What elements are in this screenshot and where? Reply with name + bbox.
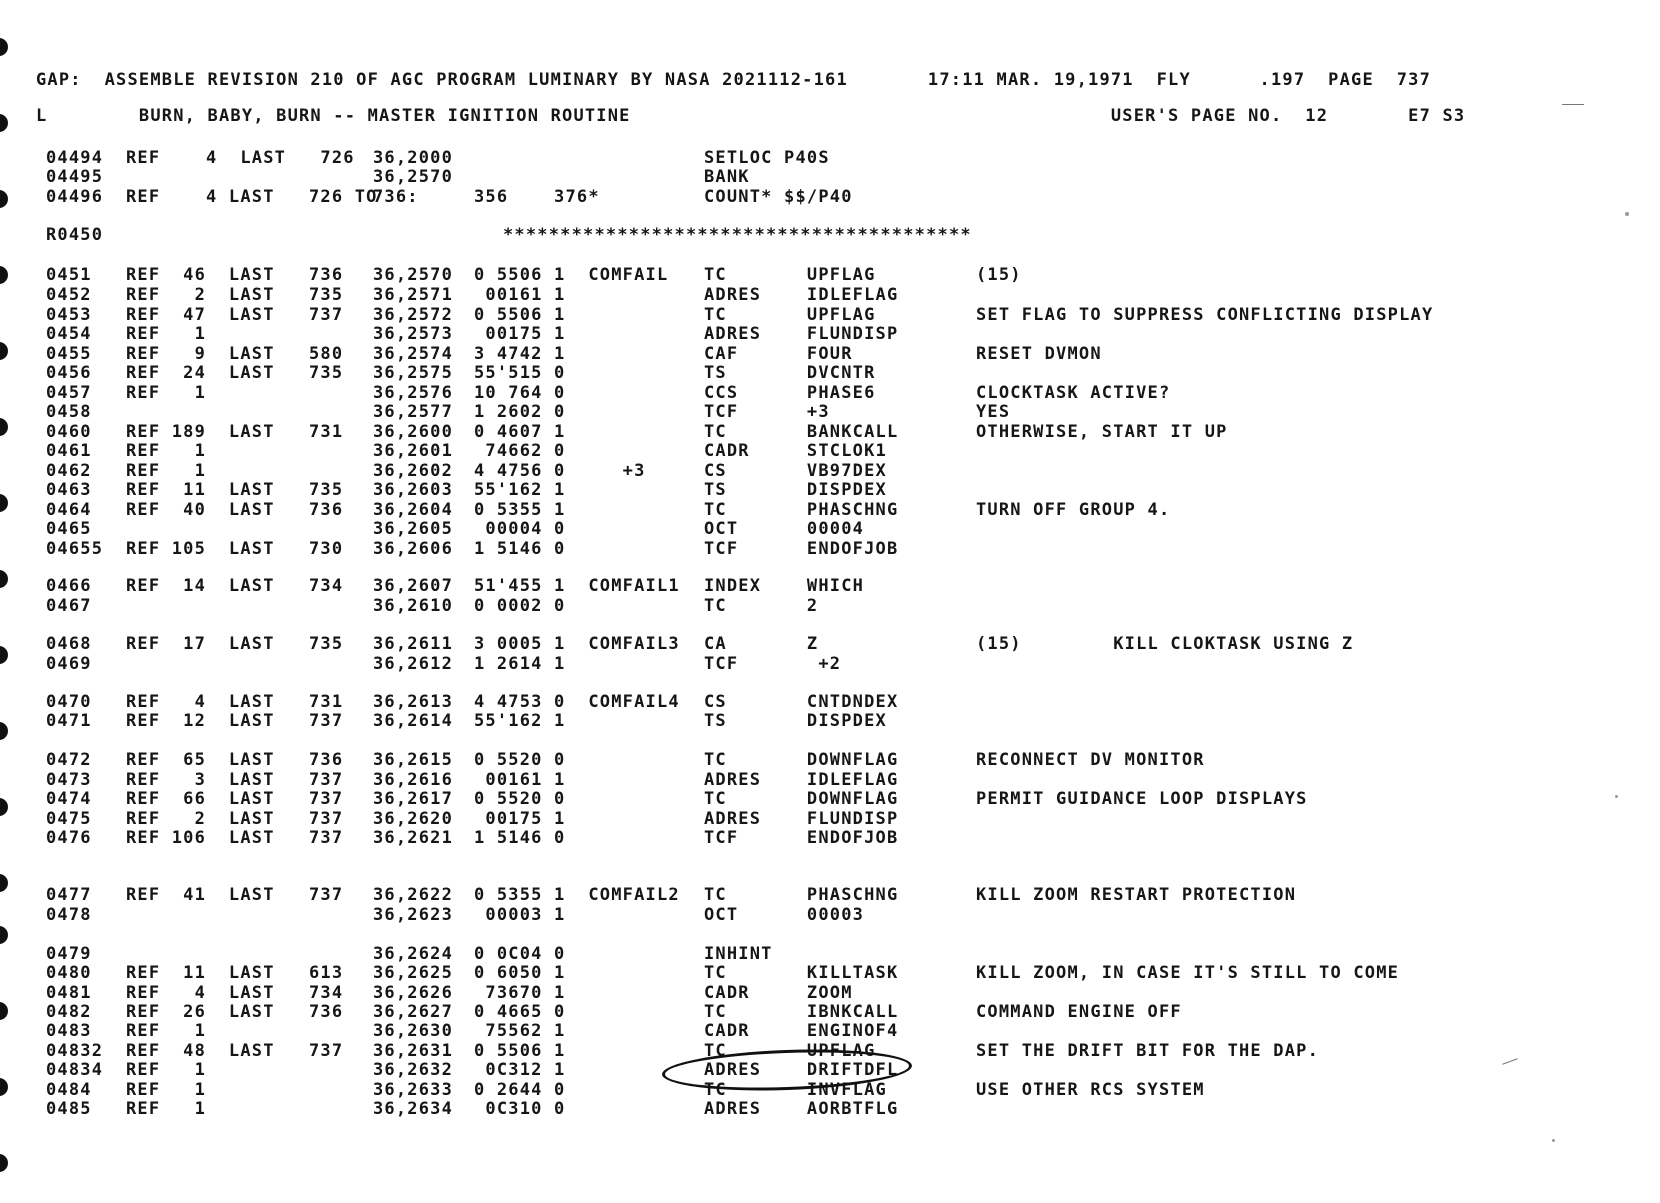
listing-c2-cell: REF 1 [126, 441, 207, 461]
listing-c3-cell: 36,2572 [373, 305, 454, 325]
listing-c3-cell: 36,2571 [373, 285, 454, 305]
listing-c5-cell: BANK [704, 167, 750, 187]
listing-c1-cell: 0455 [46, 344, 92, 364]
listing-c4-cell: 55'162 1 [474, 480, 566, 500]
listing-c2-cell: REF 40 LAST 736 [126, 500, 344, 520]
listing-c3-cell: 36,2616 [373, 770, 454, 790]
punch-hole [0, 342, 8, 360]
separator-stars: ***************************************** [503, 225, 972, 245]
punch-hole [0, 494, 8, 512]
listing-c4-cell: 0 2644 0 [474, 1080, 566, 1100]
listing-c3-cell: 36,2600 [373, 422, 454, 442]
listing-c5-cell: CADR ENGINOF4 [704, 1021, 899, 1041]
listing-c4-cell: 0 6050 1 [474, 963, 566, 983]
listing-c5-cell: ADRES FLUNDISP [704, 324, 899, 344]
listing-c1-cell: 04494 [46, 148, 104, 168]
listing-c1-cell: 0456 [46, 363, 92, 383]
listing-c2-cell: REF 189 LAST 731 [126, 422, 344, 442]
listing-c2-cell: REF 4 LAST 726 TO [126, 187, 378, 207]
listing-c5-cell: CS VB97DEX [704, 461, 887, 481]
listing-c1-cell: 04496 [46, 187, 104, 207]
listing-c2-cell: REF 2 LAST 737 [126, 809, 344, 829]
listing-c6-cell: RECONNECT DV MONITOR [976, 750, 1205, 770]
listing-c2-cell: REF 47 LAST 737 [126, 305, 344, 325]
listing-c4-cell: 356 376* [474, 187, 600, 207]
listing-c3-cell: 36,2627 [373, 1002, 454, 1022]
punch-hole [0, 1154, 8, 1172]
listing-c5-cell: ADRES IDLEFLAG [704, 285, 899, 305]
punch-hole [0, 38, 8, 56]
listing-c3-cell: 736: [373, 187, 419, 207]
listing-c5-cell: TC DOWNFLAG [704, 789, 899, 809]
listing-c1-cell: 0478 [46, 905, 92, 925]
listing-c2-cell: REF 65 LAST 736 [126, 750, 344, 770]
listing-c5-cell: INHINT [704, 944, 773, 964]
listing-c2-cell: REF 1 [126, 1060, 207, 1080]
listing-c4-cell: 00003 1 [474, 905, 566, 925]
listing-c4-cell: 00161 1 [474, 285, 566, 305]
listing-c2-cell: REF 24 LAST 735 [126, 363, 344, 383]
listing-c2-cell: REF 4 LAST 731 [126, 692, 344, 712]
listing-c1-cell: 0470 [46, 692, 92, 712]
listing-c6-cell: SET FLAG TO SUPPRESS CONFLICTING DISPLAY [976, 305, 1434, 325]
listing-c3-cell: 36,2624 [373, 944, 454, 964]
listing-c3-cell: 36,2621 [373, 828, 454, 848]
listing-c1-cell: 0484 [46, 1080, 92, 1100]
listing-c5-cell: CADR ZOOM [704, 983, 853, 1003]
listing-c3-cell: 36,2630 [373, 1021, 454, 1041]
listing-c3-cell: 36,2613 [373, 692, 454, 712]
listing-c3-cell: 36,2575 [373, 363, 454, 383]
listing-c1-cell: 0481 [46, 983, 92, 1003]
listing-c4-cell: 1 2602 0 [474, 402, 566, 422]
listing-c4-cell: 0 0C04 0 [474, 944, 566, 964]
punch-hole [0, 722, 8, 740]
listing-c2-cell: REF 3 LAST 737 [126, 770, 344, 790]
listing-c2-cell: REF 66 LAST 737 [126, 789, 344, 809]
listing-c4-cell: 0 5520 0 [474, 789, 566, 809]
listing-c1-cell: 0471 [46, 711, 92, 731]
listing-c2-cell: REF 105 LAST 730 [126, 539, 344, 559]
listing-c1-cell: 0474 [46, 789, 92, 809]
listing-c1-cell: R0450 [46, 225, 104, 245]
punch-hole [0, 874, 8, 892]
listing-c6-cell: RESET DVMON [976, 344, 1102, 364]
listing-c4-cell: 55'162 1 [474, 711, 566, 731]
listing-c1-cell: 0468 [46, 634, 92, 654]
listing-c3-cell: 36,2573 [373, 324, 454, 344]
listing-c5-cell: CAF FOUR [704, 344, 853, 364]
listing-c3-cell: 36,2633 [373, 1080, 454, 1100]
scan-mark [1502, 1058, 1517, 1064]
listing-c1-cell: 0462 [46, 461, 92, 481]
listing-c5-cell: TCF +3 [704, 402, 830, 422]
listing-c2-cell: REF 1 [126, 1099, 207, 1119]
listing-c5-cell: TCF ENDOFJOB [704, 539, 899, 559]
listing-c4-cell: 1 2614 1 [474, 654, 566, 674]
listing-c2-cell: REF 26 LAST 736 [126, 1002, 344, 1022]
listing-c3-cell: 36,2625 [373, 963, 454, 983]
listing-c3-cell: 36,2611 [373, 634, 454, 654]
listing-c4-cell: 0 5506 1 COMFAIL [474, 265, 669, 285]
listing-c3-cell: 36,2620 [373, 809, 454, 829]
listing-c5-cell: CADR STCLOK1 [704, 441, 887, 461]
listing-c3-cell: 36,2614 [373, 711, 454, 731]
listing-c3-cell: 36,2612 [373, 654, 454, 674]
listing-c6-cell: OTHERWISE, START IT UP [976, 422, 1228, 442]
listing-c5-cell: TC UPFLAG [704, 305, 876, 325]
listing-c2-cell: REF 12 LAST 737 [126, 711, 344, 731]
listing-c1-cell: 0467 [46, 596, 92, 616]
punch-hole [0, 570, 8, 588]
listing-c4-cell: 00161 1 [474, 770, 566, 790]
listing-c4-cell: 3 0005 1 COMFAIL3 [474, 634, 680, 654]
listing-c5-cell: TCF ENDOFJOB [704, 828, 899, 848]
listing-c6-cell: TURN OFF GROUP 4. [976, 500, 1171, 520]
listing-c2-cell: REF 9 LAST 580 [126, 344, 344, 364]
listing-c3-cell: 36,2615 [373, 750, 454, 770]
listing-c5-cell: TC IBNKCALL [704, 1002, 899, 1022]
listing-c1-cell: 0479 [46, 944, 92, 964]
scan-speck [1615, 795, 1618, 798]
listing-c3-cell: 36,2576 [373, 383, 454, 403]
listing-c5-cell: TS DISPDEX [704, 711, 887, 731]
page-subheader: L BURN, BABY, BURN -- MASTER IGNITION ROUTINE USER'S PAGE NO. 12 E7 S3 [36, 106, 1466, 126]
punch-hole [0, 926, 8, 944]
listing-c1-cell: 0472 [46, 750, 92, 770]
listing-c5-cell: OCT 00003 [704, 905, 865, 925]
punch-hole [0, 418, 8, 436]
listing-c1-cell: 0476 [46, 828, 92, 848]
listing-c5-cell: COUNT* $$/P40 [704, 187, 853, 207]
listing-c3-cell: 36,2626 [373, 983, 454, 1003]
listing-c3-cell: 36,2610 [373, 596, 454, 616]
listing-c5-cell: TC INVFLAG [704, 1080, 887, 1100]
listing-c5-cell: ADRES AORBTFLG [704, 1099, 899, 1119]
listing-c2-cell: REF 46 LAST 736 [126, 265, 344, 285]
listing-c5-cell: TS DVCNTR [704, 363, 876, 383]
listing-c1-cell: 0451 [46, 265, 92, 285]
listing-c5-cell: ADRES IDLEFLAG [704, 770, 899, 790]
listing-c2-cell: REF 1 [126, 1080, 207, 1100]
listing-c2-cell: REF 1 [126, 324, 207, 344]
listing-c1-cell: 0458 [46, 402, 92, 422]
listing-c1-cell: 0480 [46, 963, 92, 983]
listing-c5-cell: TC KILLTASK [704, 963, 899, 983]
listing-c5-cell: TC UPFLAG [704, 1041, 876, 1061]
listing-c3-cell: 36,2607 [373, 576, 454, 596]
listing-c4-cell: 4 4753 0 COMFAIL4 [474, 692, 680, 712]
listing-c1-cell: 0461 [46, 441, 92, 461]
listing-c1-cell: 0485 [46, 1099, 92, 1119]
scan-mark [1562, 104, 1584, 105]
listing-c2-cell: REF 1 [126, 383, 207, 403]
listing-c3-cell: 36,2604 [373, 500, 454, 520]
listing-c1-cell: 0475 [46, 809, 92, 829]
listing-c5-cell: TC PHASCHNG [704, 500, 899, 520]
listing-c4-cell: 0 5506 1 [474, 1041, 566, 1061]
listing-c1-cell: 04832 [46, 1041, 104, 1061]
listing-c3-cell: 36,2622 [373, 885, 454, 905]
listing-c3-cell: 36,2601 [373, 441, 454, 461]
listing-c1-cell: 0469 [46, 654, 92, 674]
punch-hole [0, 798, 8, 816]
listing-c2-cell: REF 48 LAST 737 [126, 1041, 344, 1061]
listing-c5-cell: TC 2 [704, 596, 819, 616]
listing-c6-cell: SET THE DRIFT BIT FOR THE DAP. [976, 1041, 1320, 1061]
listing-c5-cell: TC UPFLAG [704, 265, 876, 285]
listing-c5-cell: ADRES DRIFTDFL [704, 1060, 899, 1080]
listing-c1-cell: 0453 [46, 305, 92, 325]
listing-c1-cell: 04834 [46, 1060, 104, 1080]
listing-c2-cell: REF 17 LAST 735 [126, 634, 344, 654]
listing-c3-cell: 36,2000 [373, 148, 454, 168]
listing-c1-cell: 0477 [46, 885, 92, 905]
listing-c2-cell: REF 41 LAST 737 [126, 885, 344, 905]
listing-c4-cell: 00175 1 [474, 809, 566, 829]
listing-c3-cell: 36,2570 [373, 167, 454, 187]
listing-c2-cell: REF 14 LAST 734 [126, 576, 344, 596]
listing-c2-cell: REF 11 LAST 613 [126, 963, 344, 983]
listing-c3-cell: 36,2603 [373, 480, 454, 500]
listing-c5-cell: TC BANKCALL [704, 422, 899, 442]
listing-c3-cell: 36,2631 [373, 1041, 454, 1061]
listing-header: GAP: ASSEMBLE REVISION 210 OF AGC PROGRAM LUMINARY BY NASA 2021112-161 17:11 MAR. 19,1971 FLY .197 PAGE 737 [36, 70, 1432, 90]
listing-c4-cell: 73670 1 [474, 983, 566, 1003]
listing-c5-cell: CS CNTDNDEX [704, 692, 899, 712]
listing-c5-cell: CA Z [704, 634, 819, 654]
listing-c1-cell: 0457 [46, 383, 92, 403]
listing-c1-cell: 0473 [46, 770, 92, 790]
listing-c5-cell: TCF +2 [704, 654, 842, 674]
listing-c3-cell: 36,2617 [373, 789, 454, 809]
listing-c3-cell: 36,2605 [373, 519, 454, 539]
listing-c3-cell: 36,2634 [373, 1099, 454, 1119]
punch-hole [0, 1002, 8, 1020]
listing-c6-cell: (15) KILL CLOKTASK USING Z [976, 634, 1354, 654]
listing-c3-cell: 36,2606 [373, 539, 454, 559]
punch-hole [0, 646, 8, 664]
listing-c6-cell: COMMAND ENGINE OFF [976, 1002, 1182, 1022]
listing-c5-cell: TC DOWNFLAG [704, 750, 899, 770]
listing-c4-cell: 3 4742 1 [474, 344, 566, 364]
listing-c4-cell: 4 4756 0 +3 [474, 461, 646, 481]
listing-c1-cell: 0454 [46, 324, 92, 344]
punch-hole [0, 266, 8, 284]
listing-c1-cell: 0465 [46, 519, 92, 539]
listing-c4-cell: 0 5355 1 COMFAIL2 [474, 885, 680, 905]
listing-c2-cell: REF 11 LAST 735 [126, 480, 344, 500]
listing-c3-cell: 36,2602 [373, 461, 454, 481]
listing-c5-cell: CCS PHASE6 [704, 383, 876, 403]
listing-c4-cell: 1 5146 0 [474, 828, 566, 848]
listing-c2-cell: REF 106 LAST 737 [126, 828, 344, 848]
punch-hole [0, 190, 8, 208]
listing-c6-cell: USE OTHER RCS SYSTEM [976, 1080, 1205, 1100]
listing-c1-cell: 0460 [46, 422, 92, 442]
listing-c4-cell: 0 0002 0 [474, 596, 566, 616]
listing-c6-cell: KILL ZOOM, IN CASE IT'S STILL TO COME [976, 963, 1400, 983]
listing-c5-cell: SETLOC P40S [704, 148, 830, 168]
listing-c1-cell: 0466 [46, 576, 92, 596]
listing-c3-cell: 36,2574 [373, 344, 454, 364]
listing-c2-cell: REF 4 LAST 726 [126, 148, 355, 168]
listing-c6-cell: PERMIT GUIDANCE LOOP DISPLAYS [976, 789, 1308, 809]
listing-c4-cell: 0C310 0 [474, 1099, 566, 1119]
listing-c4-cell: 00175 1 [474, 324, 566, 344]
listing-c4-cell: 0 4665 0 [474, 1002, 566, 1022]
listing-c3-cell: 36,2623 [373, 905, 454, 925]
listing-c2-cell: REF 4 LAST 734 [126, 983, 344, 1003]
listing-c4-cell: 1 5146 0 [474, 539, 566, 559]
listing-c6-cell: (15) [976, 265, 1022, 285]
listing-c1-cell: 0483 [46, 1021, 92, 1041]
listing-c5-cell: TC PHASCHNG [704, 885, 899, 905]
listing-c2-cell: REF 1 [126, 1021, 207, 1041]
listing-c3-cell: 36,2577 [373, 402, 454, 422]
listing-c3-cell: 36,2570 [373, 265, 454, 285]
listing-c4-cell: 0 5355 1 [474, 500, 566, 520]
listing-c4-cell: 0 5520 0 [474, 750, 566, 770]
listing-c4-cell: 10 764 0 [474, 383, 566, 403]
listing-c6-cell: KILL ZOOM RESTART PROTECTION [976, 885, 1297, 905]
listing-c4-cell: 0 4607 1 [474, 422, 566, 442]
listing-c5-cell: INDEX WHICH [704, 576, 865, 596]
listing-c2-cell: REF 2 LAST 735 [126, 285, 344, 305]
listing-c4-cell: 00004 0 [474, 519, 566, 539]
listing-c5-cell: TS DISPDEX [704, 480, 887, 500]
listing-c5-cell: OCT 00004 [704, 519, 865, 539]
scan-speck [1625, 212, 1629, 216]
listing-c3-cell: 36,2632 [373, 1060, 454, 1080]
listing-c1-cell: 0452 [46, 285, 92, 305]
listing-c4-cell: 74662 0 [474, 441, 566, 461]
listing-c1-cell: 0482 [46, 1002, 92, 1022]
listing-c6-cell: YES [976, 402, 1011, 422]
listing-c4-cell: 0C312 1 [474, 1060, 566, 1080]
punch-hole [0, 1078, 8, 1096]
listing-c1-cell: 0464 [46, 500, 92, 520]
listing-c1-cell: 04655 [46, 539, 104, 559]
punch-hole [0, 114, 8, 132]
listing-c1-cell: 04495 [46, 167, 104, 187]
listing-c4-cell: 75562 1 [474, 1021, 566, 1041]
listing-c4-cell: 0 5506 1 [474, 305, 566, 325]
scan-speck [1552, 1139, 1555, 1142]
listing-c6-cell: CLOCKTASK ACTIVE? [976, 383, 1171, 403]
listing-c2-cell: REF 1 [126, 461, 207, 481]
listing-c5-cell: ADRES FLUNDISP [704, 809, 899, 829]
listing-c4-cell: 55'515 0 [474, 363, 566, 383]
listing-c4-cell: 51'455 1 COMFAIL1 [474, 576, 680, 596]
listing-c1-cell: 0463 [46, 480, 92, 500]
